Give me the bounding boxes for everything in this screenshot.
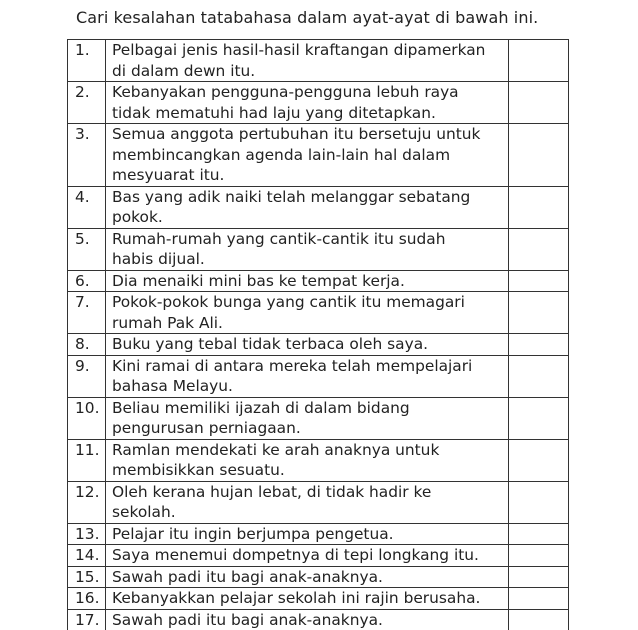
sentence-cell: [106, 545, 509, 567]
row-number: 10.: [68, 397, 106, 439]
table-row: [68, 481, 569, 523]
sentence-line: Oleh kerana hujan lebat, di tidak hadir ke: [112, 482, 432, 501]
sentence-line: membincangkan agenda lain-lain hal dalam: [112, 145, 451, 164]
sentence-cell: [106, 566, 509, 588]
answer-cell[interactable]: [509, 82, 569, 124]
sentence-line: sekolah.: [112, 503, 176, 521]
sentence-line: Sawah padi itu bagi anak-anaknya.: [112, 567, 383, 586]
sentence-line: Semua anggota pertubuhan itu bersetuju untuk: [112, 125, 481, 143]
exercise-table: [67, 39, 569, 630]
table-row: [68, 82, 569, 124]
sentence-line: Buku yang tebal tidak terbaca oleh saya.: [112, 335, 429, 353]
sentence-cell: [106, 186, 509, 228]
sentence-cell: [106, 40, 509, 82]
sentence-line: Ramlan mendekati ke arah anaknya untuk: [112, 440, 440, 459]
sentence-line: tidak mematuhi had laju yang ditetapkan.: [112, 103, 436, 122]
sentence-cell: [106, 228, 509, 270]
answer-cell[interactable]: [509, 124, 569, 187]
sentence-cell: [106, 439, 509, 481]
row-number: 7.: [68, 292, 106, 334]
table-row: [68, 355, 569, 397]
sentence-cell: [106, 292, 509, 334]
answer-cell[interactable]: [509, 588, 569, 610]
answer-cell[interactable]: [509, 439, 569, 481]
table-row: [68, 270, 569, 292]
sentence-line: Kebanyakan pengguna-pengguna lebuh raya: [112, 83, 459, 101]
answer-cell[interactable]: [509, 186, 569, 228]
row-number: 14.: [68, 545, 106, 567]
row-number: 8.: [68, 334, 106, 356]
answer-cell[interactable]: [509, 397, 569, 439]
table-row: [68, 588, 569, 610]
answer-cell[interactable]: [509, 355, 569, 397]
sentence-line: Sawah padi itu bagi anak-anaknya.: [112, 610, 383, 629]
sentence-line: di dalam dewn itu.: [112, 61, 256, 80]
row-number: 11.: [68, 439, 106, 481]
sentence-cell: [106, 124, 509, 187]
sentence-line: Bas yang adik naiki telah melanggar sebatang: [112, 187, 471, 206]
table-row: [68, 609, 569, 630]
sentence-line: Saya menemui dompetnya di tepi longkang itu.: [112, 546, 479, 564]
sentence-cell: [106, 481, 509, 523]
sentence-cell: [106, 609, 509, 630]
sentence-line: Kebanyakkan pelajar sekolah ini rajin berusaha.: [112, 589, 481, 607]
instruction-text: Cari kesalahan tatabahasa dalam ayat-ayat di bawah ini.: [76, 8, 539, 27]
sentence-cell: [106, 334, 509, 356]
sentence-line: Pokok-pokok bunga yang cantik itu memagari: [112, 293, 465, 311]
row-number: 3.: [68, 124, 106, 187]
row-number: 2.: [68, 82, 106, 124]
sentence-line: Dia menaiki mini bas ke tempat kerja.: [112, 271, 405, 290]
row-number: 13.: [68, 523, 106, 545]
answer-cell[interactable]: [509, 609, 569, 630]
sentence-line: bahasa Melayu.: [112, 377, 233, 395]
table-row: [68, 566, 569, 588]
table-row: [68, 40, 569, 82]
table-row: [68, 397, 569, 439]
answer-cell[interactable]: [509, 481, 569, 523]
sentence-line: Beliau memiliki ijazah di dalam bidang: [112, 398, 410, 417]
row-number: 9.: [68, 355, 106, 397]
row-number: 5.: [68, 228, 106, 270]
row-number: 17.: [68, 609, 106, 630]
row-number: 1.: [68, 40, 106, 82]
row-number: 12.: [68, 481, 106, 523]
sentence-line: mesyuarat itu.: [112, 166, 225, 184]
sentence-line: pengurusan perniagaan.: [112, 419, 301, 437]
sentence-cell: [106, 397, 509, 439]
answer-cell[interactable]: [509, 40, 569, 82]
answer-cell[interactable]: [509, 545, 569, 567]
row-number: 6.: [68, 270, 106, 292]
answer-cell[interactable]: [509, 334, 569, 356]
table-row: [68, 228, 569, 270]
answer-cell[interactable]: [509, 523, 569, 545]
sentence-line: Pelajar itu ingin berjumpa pengetua.: [112, 524, 394, 543]
sentence-cell: [106, 523, 509, 545]
table-row: [68, 439, 569, 481]
sentence-line: rumah Pak Ali.: [112, 313, 223, 332]
table-row: [68, 186, 569, 228]
sentence-cell: [106, 270, 509, 292]
table-row: [68, 523, 569, 545]
sentence-line: Rumah-rumah yang cantik-cantik itu sudah: [112, 229, 446, 248]
answer-cell[interactable]: [509, 270, 569, 292]
table-row: [68, 124, 569, 187]
sentence-line: pokok.: [112, 208, 163, 226]
table-row: [68, 334, 569, 356]
sentence-cell: [106, 355, 509, 397]
sentence-cell: [106, 588, 509, 610]
row-number: 16.: [68, 588, 106, 610]
sentence-line: membisikkan sesuatu.: [112, 461, 285, 479]
sentence-line: Pelbagai jenis hasil-hasil kraftangan dipamerkan: [112, 41, 486, 59]
answer-cell[interactable]: [509, 292, 569, 334]
table-row: [68, 545, 569, 567]
answer-cell[interactable]: [509, 566, 569, 588]
sentence-cell: [106, 82, 509, 124]
row-number: 15.: [68, 566, 106, 588]
sentence-line: Kini ramai di antara mereka telah mempelajari: [112, 356, 473, 375]
row-number: 4.: [68, 186, 106, 228]
answer-cell[interactable]: [509, 228, 569, 270]
sentence-line: habis dijual.: [112, 250, 205, 268]
table-row: [68, 292, 569, 334]
